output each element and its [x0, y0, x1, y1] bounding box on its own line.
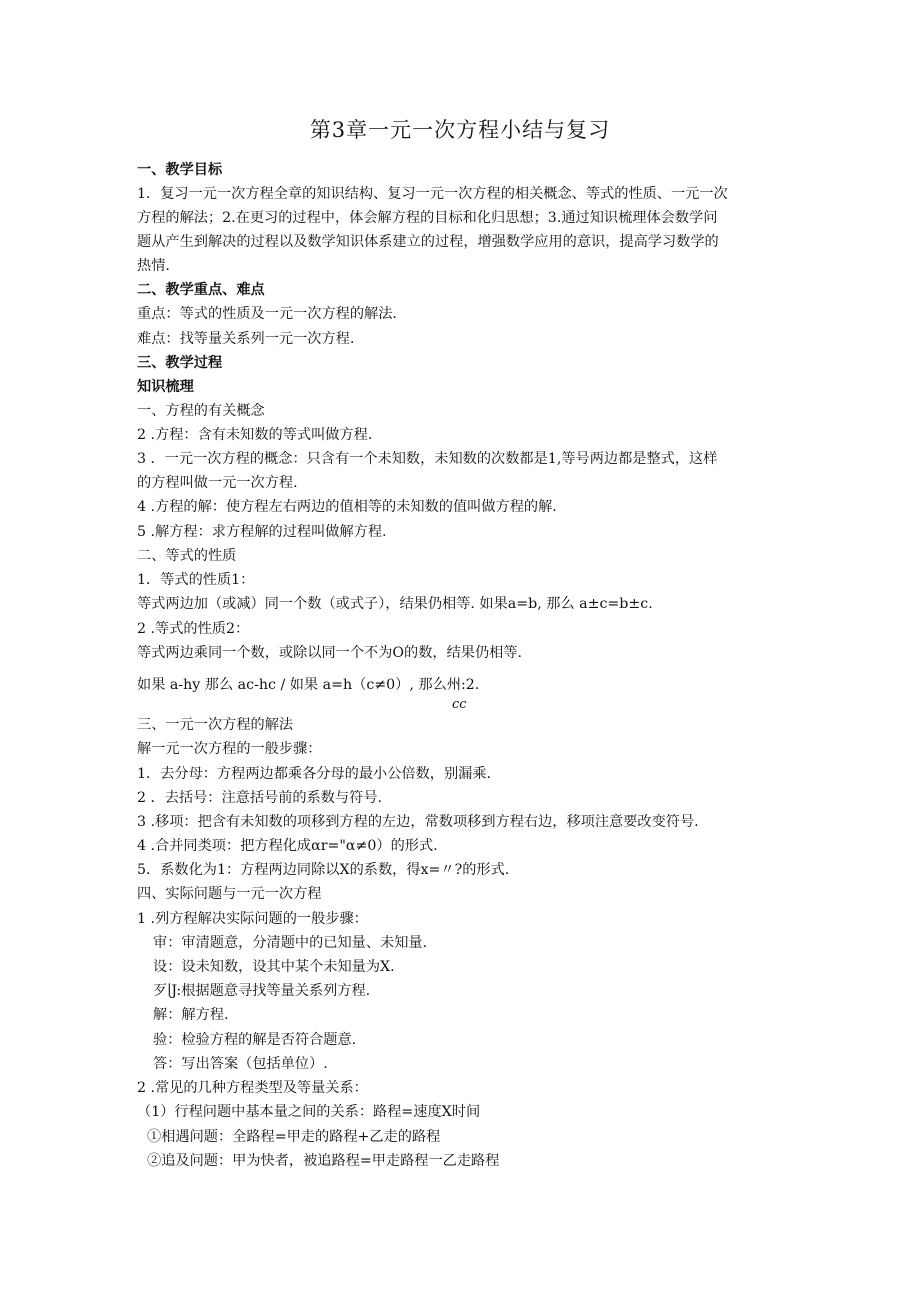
text-line: 1 .列方程解决实际问题的一般步骤：	[137, 911, 368, 927]
text-line: 题从产生到解决的过程以及数学知识体系建立的过程，增强数学应用的意识，提高学习数学的	[137, 234, 719, 250]
subsection-heading: 二、等式的性质	[137, 548, 237, 564]
step-line: 解：解方程.	[153, 1007, 229, 1023]
step-line: 设：设未知数，设其中某个未知量为X.	[153, 959, 395, 975]
step-line: 歹∣J:根据题意寻找等量关系列方程.	[153, 983, 371, 999]
text-line: 4 .方程的解：使方程左右两边的值相等的未知数的值叫做方程的解.	[137, 499, 557, 515]
text-line: 重点：等式的性质及一元一次方程的解法.	[137, 306, 397, 322]
subsection-heading: 一、方程的有关概念	[137, 403, 265, 419]
text-line: 的方程叫做一元一次方程.	[137, 475, 298, 491]
text-line: 3 .移项：把含有未知数的项移到方程的左边，常数项移到方程右边，移项注意要改变符号.	[137, 814, 699, 830]
text-line: 2 .等式的性质2：	[137, 621, 250, 637]
subsection-heading: 三、一元一次方程的解法	[137, 717, 294, 733]
text-line: ①相遇问题：全路程=甲走的路程+乙走的路程	[147, 1129, 441, 1145]
text-line: （1）行程问题中基本量之间的关系：路程=速度X时间	[137, 1104, 481, 1120]
text-line: 1．等式的性质1：	[137, 572, 255, 588]
text-line: 3 ．一元一次方程的概念：只含有一个未知数，未知数的次数都是1,等号两边都是整式，这样	[137, 451, 718, 467]
step-line: 答：写出答案（包括单位）.	[153, 1056, 328, 1072]
section-heading-key-points: 二、教学重点、难点	[137, 282, 265, 298]
text-line: ②追及问题：甲为快者，被追路程=甲走路程一乙走路程	[147, 1153, 500, 1169]
subsection-heading: 四、实际问题与一元一次方程	[137, 886, 322, 902]
text-line: 等式两边加（或减）同一个数（或式子），结果仍相等. 如果a=b, 那么 a±c=b±c.	[137, 596, 653, 612]
step-line: 验：检验方程的解是否符合题意.	[153, 1032, 357, 1048]
text-line: 1．去分母：方程两边都乘各分母的最小公倍数，别漏乘.	[137, 766, 492, 782]
text-line: 5 .解方程：求方程解的过程叫做解方程.	[137, 524, 387, 540]
step-line: 审：审清题意，分清题中的已知量、未知量.	[153, 935, 428, 951]
text-line: 2 ．去括号：注意括号前的系数与符号.	[137, 790, 383, 806]
text-line: 方程的解法；2.在更习的过程中，体会解方程的目标和化归思想；3.通过知识梳理体会数学问	[137, 210, 718, 226]
page-title: 第3章一元一次方程小结与复习	[309, 118, 611, 142]
text-line: 1．复习一元一次方程全章的知识结构、复习一元一次方程的相关概念、等式的性质、一元一次	[137, 186, 728, 202]
subheading-knowledge: 知识梳理	[137, 379, 194, 395]
text-line: 2 .方程：含有未知数的等式叫做方程.	[137, 427, 373, 443]
text-line: 难点：找等量关系列一元一次方程.	[137, 331, 355, 347]
text-line: 等式两边乘同一个数，或除以同一个不为O的数，结果仍相等.	[137, 645, 523, 661]
formula-line: 如果 a-hy 那么 ac-hc ∕ 如果 a=h（c≠0）, 那么州:2.	[137, 677, 480, 693]
fraction-denominator: cc	[452, 697, 467, 712]
text-line: 解一元一次方程的一般步骤：	[137, 741, 322, 757]
section-heading-process: 三、教学过程	[137, 355, 223, 371]
text-line: 热情.	[137, 258, 170, 274]
text-line: 4 .合并同类项：把方程化成αr="α≠0）的形式.	[137, 838, 438, 854]
text-line: 5．系数化为1：方程两边同除以X的系数，得x=〃?的形式.	[137, 862, 510, 878]
section-heading-objectives: 一、教学目标	[137, 162, 223, 178]
text-line: 2 .常见的几种方程类型及等量关系：	[137, 1080, 368, 1096]
